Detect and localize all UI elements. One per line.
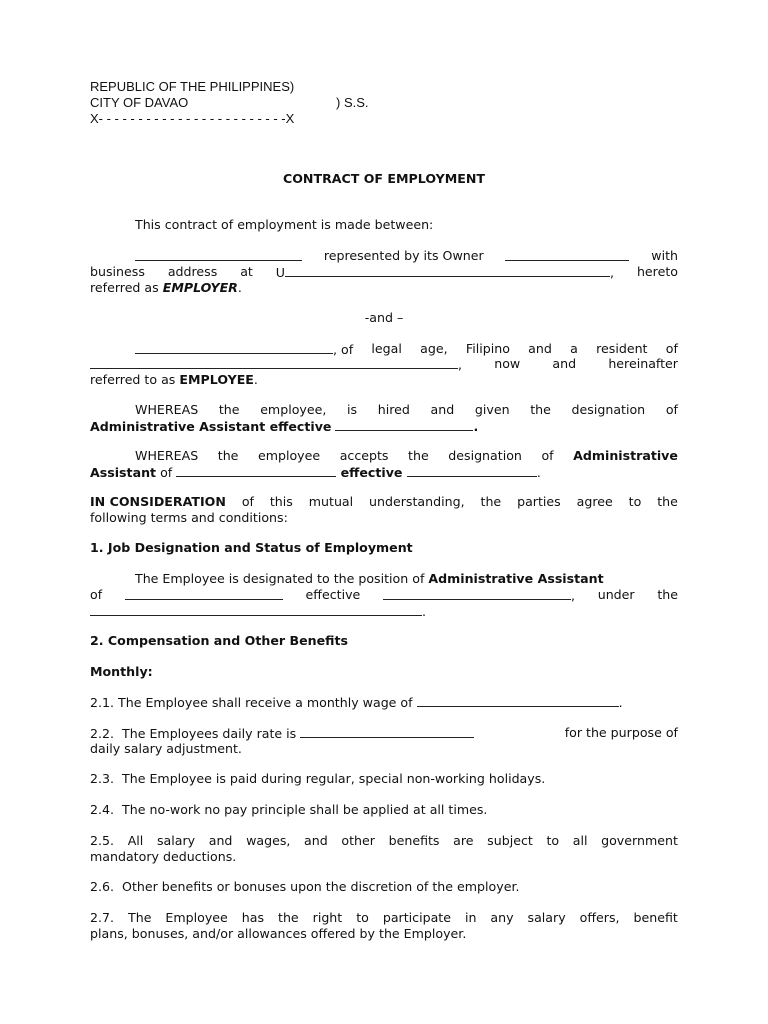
clause-2-2-line-2: daily salary adjustment.	[90, 741, 242, 756]
clause-2-5-line-2: mandatory deductions.	[90, 849, 237, 864]
header-separator: X- - - - - - - - - - - - - - - - - - - - - - - -X	[90, 111, 295, 126]
monthly-wage-blank[interactable]	[417, 694, 619, 707]
employee-residence-blank[interactable]	[90, 356, 458, 369]
employer-line-2: business address at U , hereto	[90, 264, 678, 280]
clause-2-7-line-2: plans, bonuses, and/or allowances offered by the Employer.	[90, 926, 467, 941]
clause-2-4: 2.4. The no-work no pay principle shall be applied at all times.	[90, 802, 488, 817]
business-address-blank[interactable]	[285, 264, 610, 277]
clause-2-7-line-1: 2.7. The Employee has the right to participate in any salary offers, benefit	[90, 910, 678, 925]
document-title: CONTRACT OF EMPLOYMENT	[282, 171, 486, 186]
department-blank-1[interactable]	[176, 464, 336, 477]
employer-name-blank[interactable]	[135, 248, 302, 261]
section-1-line-3: .	[90, 603, 678, 620]
clause-2-3: 2.3. The Employee is paid during regular, special non-working holidays.	[90, 771, 546, 786]
effective-date-blank-1[interactable]	[335, 418, 473, 431]
clause-2-2-line-1: 2.2. The Employees daily rate is for the purpose of	[90, 725, 678, 741]
employee-line-2: , now and hereinafter	[90, 356, 678, 373]
department-blank-2[interactable]	[125, 587, 283, 600]
section-2-heading: 2. Compensation and Other Benefits	[90, 633, 348, 648]
consideration-line-2: following terms and conditions:	[90, 510, 288, 525]
whereas-1-line-1: WHEREAS the employee, is hired and given the designation of	[135, 402, 678, 417]
employer-line-3: referred as EMPLOYER.	[90, 280, 242, 295]
effective-date-blank-2[interactable]	[407, 464, 537, 477]
intro-text: This contract of employment is made between:	[135, 217, 434, 232]
employee-line-1: , of legal age, Filipino and a resident of	[135, 341, 678, 358]
employer-line-1: represented by its Owner with	[135, 248, 678, 264]
monthly-label: Monthly:	[90, 664, 153, 679]
employee-line-3: referred to as EMPLOYEE.	[90, 372, 258, 387]
daily-rate-blank[interactable]	[300, 725, 474, 738]
clause-2-6: 2.6. Other benefits or bonuses upon the discretion of the employer.	[90, 879, 520, 894]
clause-2-1: 2.1. The Employee shall receive a monthly wage of .	[90, 695, 623, 710]
header-city-label: CITY OF DAVAO	[90, 95, 189, 110]
header-ss: ) S.S.	[336, 95, 369, 110]
and-separator: -and –	[364, 310, 404, 325]
employee-name-blank[interactable]	[135, 341, 333, 354]
effective-date-blank-3[interactable]	[383, 587, 571, 600]
whereas-2-line-2: Assistant of effective .	[90, 465, 541, 480]
section-1-heading: 1. Job Designation and Status of Employment	[90, 540, 413, 555]
section-1-line-1: The Employee is designated to the position of Administrative Assistant	[135, 571, 604, 586]
whereas-1-line-2: Administrative Assistant effective .	[90, 419, 479, 434]
consideration-line-1: IN CONSIDERATION of this mutual understanding, the parties agree to the	[90, 494, 678, 509]
whereas-2-line-1: WHEREAS the employee accepts the designation of Administrative	[135, 448, 678, 463]
section-1-line-2: of effective , under the	[90, 587, 678, 603]
header-city	[90, 95, 678, 111]
header-republic: REPUBLIC OF THE PHILIPPINES)	[90, 79, 295, 94]
owner-name-blank[interactable]	[505, 248, 629, 261]
clause-2-5-line-1: 2.5. All salary and wages, and other benefits are subject to all government	[90, 833, 678, 848]
supervision-blank[interactable]	[90, 603, 422, 616]
